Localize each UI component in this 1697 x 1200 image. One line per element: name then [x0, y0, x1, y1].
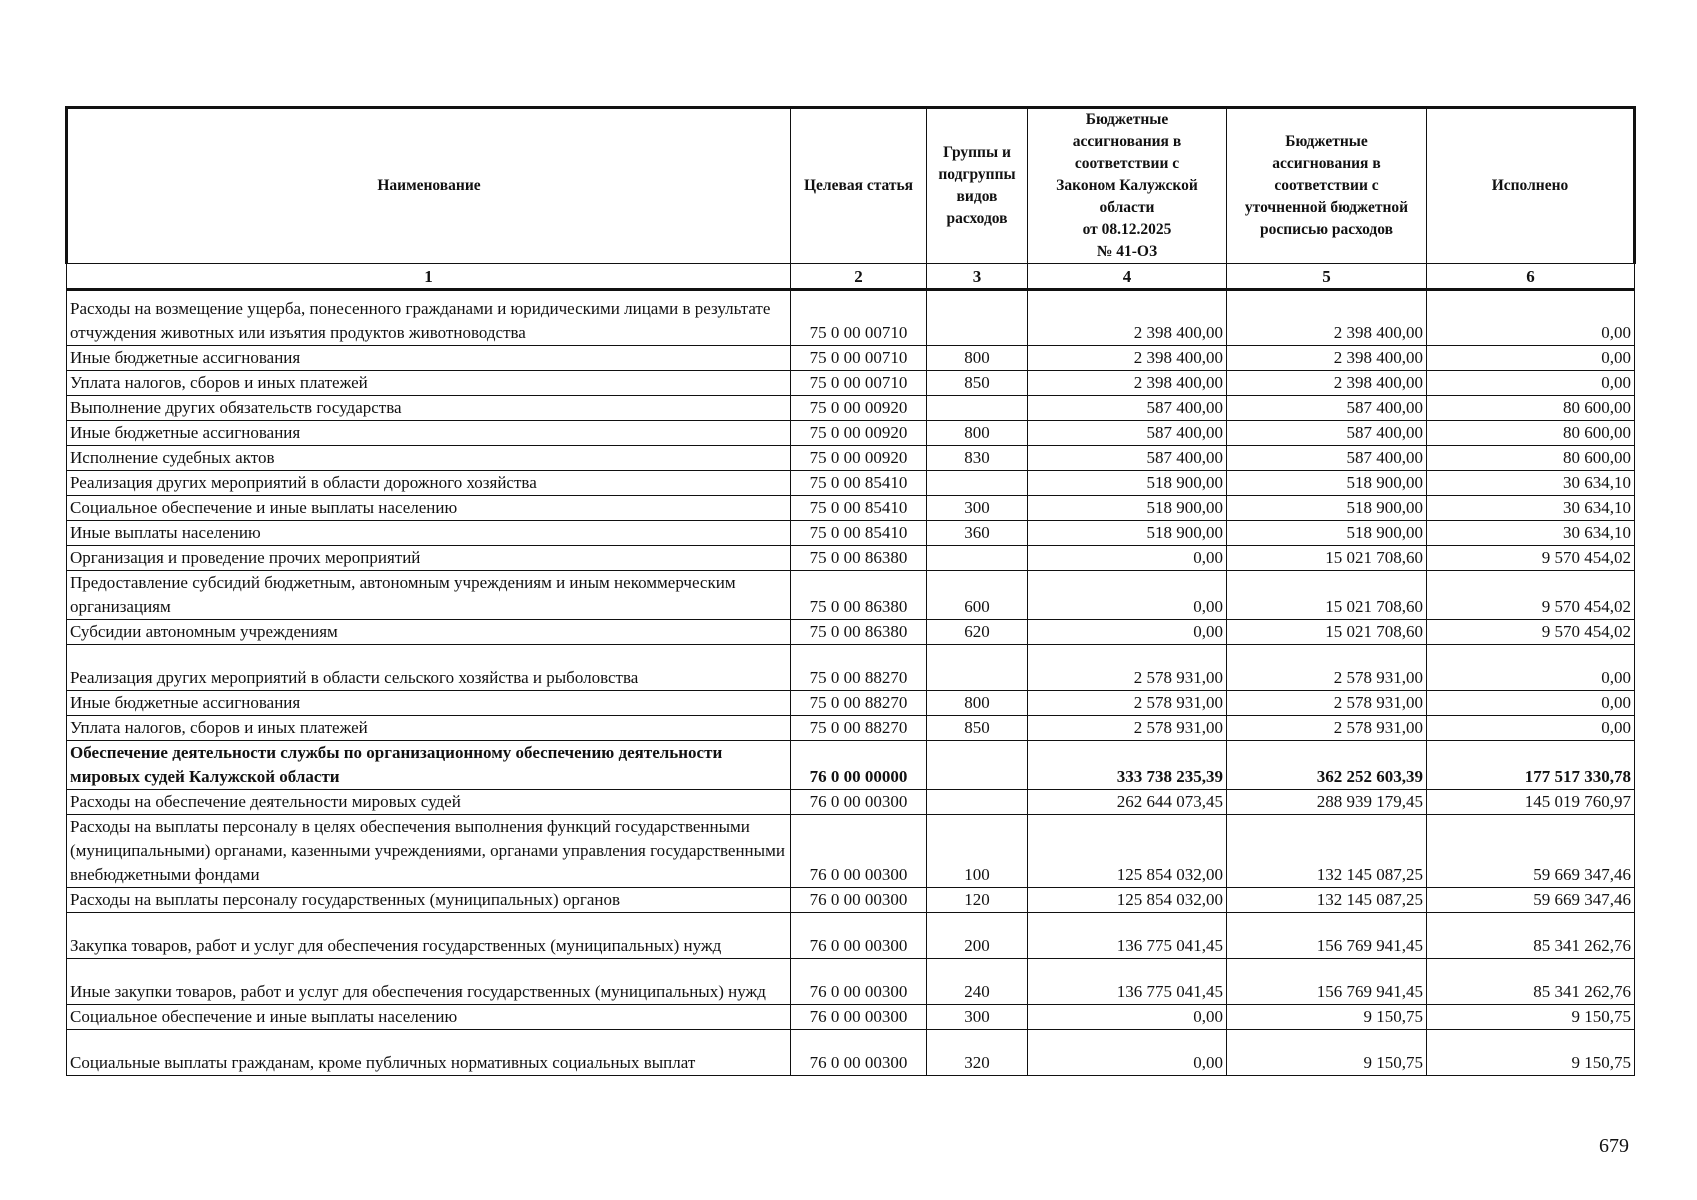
row-target-article: 75 0 00 88270 [791, 645, 927, 691]
row-executed: 9 150,75 [1427, 1030, 1635, 1076]
row-refined-allocation: 587 400,00 [1227, 446, 1427, 471]
row-executed: 0,00 [1427, 371, 1635, 396]
row-executed: 80 600,00 [1427, 421, 1635, 446]
row-law-allocation: 0,00 [1028, 571, 1227, 620]
row-target-article: 75 0 00 85410 [791, 496, 927, 521]
row-executed: 0,00 [1427, 346, 1635, 371]
row-expense-group: 800 [927, 691, 1028, 716]
row-refined-allocation: 2 578 931,00 [1227, 645, 1427, 691]
table-row [67, 913, 1635, 959]
table-row [67, 1005, 1635, 1030]
row-executed: 0,00 [1427, 691, 1635, 716]
row-refined-allocation: 9 150,75 [1227, 1005, 1427, 1030]
row-executed: 85 341 262,76 [1427, 959, 1635, 1005]
row-target-article: 75 0 00 85410 [791, 521, 927, 546]
row-target-article: 75 0 00 88270 [791, 691, 927, 716]
header-refined-allocations: Бюджетные ассигнования в соответствии с уточненной бюджетной росписью расходов [1227, 108, 1427, 264]
header-executed: Исполнено [1427, 108, 1635, 264]
row-expense-group: 620 [927, 620, 1028, 645]
row-law-allocation: 518 900,00 [1028, 471, 1227, 496]
row-name: Исполнение судебных актов [67, 446, 791, 471]
row-law-allocation: 587 400,00 [1028, 421, 1227, 446]
header-law-allocations: Бюджетные ассигнования в соответствии с Законом Калужской области от 08.12.2025 № 41-ОЗ [1028, 108, 1227, 264]
row-target-article: 76 0 00 00300 [791, 1005, 927, 1030]
table-row [67, 815, 1635, 888]
table-row [67, 546, 1635, 571]
row-refined-allocation: 2 398 400,00 [1227, 346, 1427, 371]
table-row [67, 496, 1635, 521]
row-law-allocation: 136 775 041,45 [1028, 959, 1227, 1005]
row-expense-group: 240 [927, 959, 1028, 1005]
table-row [67, 741, 1635, 790]
row-law-allocation: 125 854 032,00 [1028, 888, 1227, 913]
row-executed: 0,00 [1427, 716, 1635, 741]
row-target-article: 75 0 00 86380 [791, 546, 927, 571]
row-target-article: 75 0 00 00710 [791, 290, 927, 346]
row-expense-group: 830 [927, 446, 1028, 471]
row-law-allocation: 587 400,00 [1028, 396, 1227, 421]
row-name: Уплата налогов, сборов и иных платежей [67, 716, 791, 741]
row-law-allocation: 2 398 400,00 [1028, 290, 1227, 346]
row-name: Реализация других мероприятий в области дорожного хозяйства [67, 471, 791, 496]
row-name: Расходы на выплаты персоналу государственных (муниципальных) органов [67, 888, 791, 913]
row-target-article: 75 0 00 00920 [791, 421, 927, 446]
row-law-allocation: 2 578 931,00 [1028, 716, 1227, 741]
row-law-allocation: 2 398 400,00 [1028, 371, 1227, 396]
row-law-allocation: 333 738 235,39 [1028, 741, 1227, 790]
row-expense-group [927, 741, 1028, 790]
row-refined-allocation: 518 900,00 [1227, 496, 1427, 521]
row-executed: 9 570 454,02 [1427, 620, 1635, 645]
row-law-allocation: 0,00 [1028, 1030, 1227, 1076]
row-expense-group: 850 [927, 371, 1028, 396]
row-executed: 80 600,00 [1427, 396, 1635, 421]
row-refined-allocation: 132 145 087,25 [1227, 888, 1427, 913]
row-target-article: 75 0 00 00920 [791, 396, 927, 421]
row-target-article: 75 0 00 00710 [791, 371, 927, 396]
row-refined-allocation: 15 021 708,60 [1227, 546, 1427, 571]
row-target-article: 75 0 00 88270 [791, 716, 927, 741]
table-body [67, 290, 1635, 1076]
row-refined-allocation: 587 400,00 [1227, 421, 1427, 446]
row-law-allocation: 125 854 032,00 [1028, 815, 1227, 888]
row-refined-allocation: 2 578 931,00 [1227, 691, 1427, 716]
row-name: Уплата налогов, сборов и иных платежей [67, 371, 791, 396]
column-number: 4 [1028, 264, 1227, 290]
row-executed: 9 570 454,02 [1427, 571, 1635, 620]
column-number-row [67, 264, 1635, 290]
row-executed: 9 570 454,02 [1427, 546, 1635, 571]
column-number: 2 [791, 264, 927, 290]
row-law-allocation: 262 644 073,45 [1028, 790, 1227, 815]
row-name: Иные выплаты населению [67, 521, 791, 546]
row-name: Реализация других мероприятий в области сельского хозяйства и рыболовства [67, 645, 791, 691]
row-name: Социальные выплаты гражданам, кроме публичных нормативных социальных выплат [67, 1030, 791, 1076]
row-executed: 80 600,00 [1427, 446, 1635, 471]
row-expense-group: 200 [927, 913, 1028, 959]
row-expense-group [927, 396, 1028, 421]
header-target-article: Целевая статья [791, 108, 927, 264]
row-expense-group: 850 [927, 716, 1028, 741]
row-name: Социальное обеспечение и иные выплаты населению [67, 496, 791, 521]
row-executed: 177 517 330,78 [1427, 741, 1635, 790]
budget-table [65, 106, 1636, 1076]
table-row [67, 290, 1635, 346]
table-row [67, 446, 1635, 471]
row-expense-group: 100 [927, 815, 1028, 888]
table-row [67, 620, 1635, 645]
row-refined-allocation: 132 145 087,25 [1227, 815, 1427, 888]
table-row [67, 571, 1635, 620]
row-name: Расходы на обеспечение деятельности мировых судей [67, 790, 791, 815]
row-expense-group: 800 [927, 346, 1028, 371]
row-refined-allocation: 9 150,75 [1227, 1030, 1427, 1076]
row-refined-allocation: 156 769 941,45 [1227, 959, 1427, 1005]
table-row [67, 888, 1635, 913]
header-expense-groups: Группы и подгруппы видов расходов [927, 108, 1028, 264]
row-executed: 85 341 262,76 [1427, 913, 1635, 959]
row-executed: 59 669 347,46 [1427, 888, 1635, 913]
row-target-article: 76 0 00 00300 [791, 790, 927, 815]
table-row [67, 959, 1635, 1005]
row-refined-allocation: 2 398 400,00 [1227, 290, 1427, 346]
row-law-allocation: 2 578 931,00 [1028, 691, 1227, 716]
row-refined-allocation: 518 900,00 [1227, 521, 1427, 546]
column-number: 5 [1227, 264, 1427, 290]
row-target-article: 76 0 00 00300 [791, 888, 927, 913]
row-refined-allocation: 2 578 931,00 [1227, 716, 1427, 741]
row-target-article: 76 0 00 00300 [791, 815, 927, 888]
row-name: Расходы на выплаты персоналу в целях обеспечения выполнения функций государственными (муниципальными) органами, казенными учреждениями, органами управления государственными внебюджетными фондами [67, 815, 791, 888]
table-row [67, 521, 1635, 546]
row-law-allocation: 2 578 931,00 [1028, 645, 1227, 691]
row-law-allocation: 0,00 [1028, 1005, 1227, 1030]
row-executed: 59 669 347,46 [1427, 815, 1635, 888]
row-expense-group: 120 [927, 888, 1028, 913]
row-name: Закупка товаров, работ и услуг для обеспечения государственных (муниципальных) нужд [67, 913, 791, 959]
row-target-article: 76 0 00 00000 [791, 741, 927, 790]
row-expense-group [927, 471, 1028, 496]
table-row [67, 716, 1635, 741]
row-executed: 9 150,75 [1427, 1005, 1635, 1030]
table-row [67, 346, 1635, 371]
table-row [67, 1030, 1635, 1076]
row-target-article: 75 0 00 86380 [791, 620, 927, 645]
row-law-allocation: 0,00 [1028, 546, 1227, 571]
row-expense-group: 800 [927, 421, 1028, 446]
row-name: Расходы на возмещение ущерба, понесенного гражданами и юридическими лицами в результате отчуждения животных или изъятия продуктов животноводства [67, 290, 791, 346]
table-row [67, 396, 1635, 421]
row-name: Выполнение других обязательств государства [67, 396, 791, 421]
row-target-article: 76 0 00 00300 [791, 1030, 927, 1076]
row-target-article: 75 0 00 00920 [791, 446, 927, 471]
column-number: 6 [1427, 264, 1635, 290]
row-executed: 30 634,10 [1427, 496, 1635, 521]
row-expense-group [927, 290, 1028, 346]
row-target-article: 75 0 00 86380 [791, 571, 927, 620]
row-executed: 30 634,10 [1427, 521, 1635, 546]
page-number: 679 [1599, 1135, 1629, 1157]
row-refined-allocation: 15 021 708,60 [1227, 571, 1427, 620]
row-target-article: 75 0 00 00710 [791, 346, 927, 371]
row-refined-allocation: 362 252 603,39 [1227, 741, 1427, 790]
row-expense-group: 300 [927, 1005, 1028, 1030]
row-name: Организация и проведение прочих мероприятий [67, 546, 791, 571]
table-row [67, 421, 1635, 446]
row-law-allocation: 587 400,00 [1028, 446, 1227, 471]
row-executed: 30 634,10 [1427, 471, 1635, 496]
row-expense-group [927, 790, 1028, 815]
row-executed: 0,00 [1427, 645, 1635, 691]
row-target-article: 76 0 00 00300 [791, 913, 927, 959]
row-refined-allocation: 2 398 400,00 [1227, 371, 1427, 396]
row-name: Иные бюджетные ассигнования [67, 421, 791, 446]
row-name: Предоставление субсидий бюджетным, автономным учреждениям и иным некоммерческим организациям [67, 571, 791, 620]
row-refined-allocation: 15 021 708,60 [1227, 620, 1427, 645]
row-law-allocation: 2 398 400,00 [1028, 346, 1227, 371]
table-row [67, 471, 1635, 496]
row-expense-group: 300 [927, 496, 1028, 521]
column-number: 3 [927, 264, 1028, 290]
row-name: Социальное обеспечение и иные выплаты населению [67, 1005, 791, 1030]
row-refined-allocation: 156 769 941,45 [1227, 913, 1427, 959]
row-name: Иные закупки товаров, работ и услуг для обеспечения государственных (муниципальных) нужд [67, 959, 791, 1005]
row-law-allocation: 518 900,00 [1028, 496, 1227, 521]
row-refined-allocation: 518 900,00 [1227, 471, 1427, 496]
row-refined-allocation: 587 400,00 [1227, 396, 1427, 421]
table-row [67, 790, 1635, 815]
row-name: Иные бюджетные ассигнования [67, 346, 791, 371]
column-number: 1 [67, 264, 791, 290]
row-name: Субсидии автономным учреждениям [67, 620, 791, 645]
row-expense-group: 320 [927, 1030, 1028, 1076]
row-expense-group: 360 [927, 521, 1028, 546]
row-expense-group [927, 645, 1028, 691]
header-name: Наименование [67, 108, 791, 264]
row-target-article: 75 0 00 85410 [791, 471, 927, 496]
row-expense-group: 600 [927, 571, 1028, 620]
row-executed: 145 019 760,97 [1427, 790, 1635, 815]
table-row [67, 371, 1635, 396]
row-executed: 0,00 [1427, 290, 1635, 346]
row-target-article: 76 0 00 00300 [791, 959, 927, 1005]
table-row [67, 691, 1635, 716]
row-law-allocation: 0,00 [1028, 620, 1227, 645]
header-row [67, 108, 1635, 264]
row-law-allocation: 136 775 041,45 [1028, 913, 1227, 959]
row-name: Иные бюджетные ассигнования [67, 691, 791, 716]
row-law-allocation: 518 900,00 [1028, 521, 1227, 546]
row-refined-allocation: 288 939 179,45 [1227, 790, 1427, 815]
row-name: Обеспечение деятельности службы по организационному обеспечению деятельности мировых судей Калужской области [67, 741, 791, 790]
table-row [67, 645, 1635, 691]
row-expense-group [927, 546, 1028, 571]
